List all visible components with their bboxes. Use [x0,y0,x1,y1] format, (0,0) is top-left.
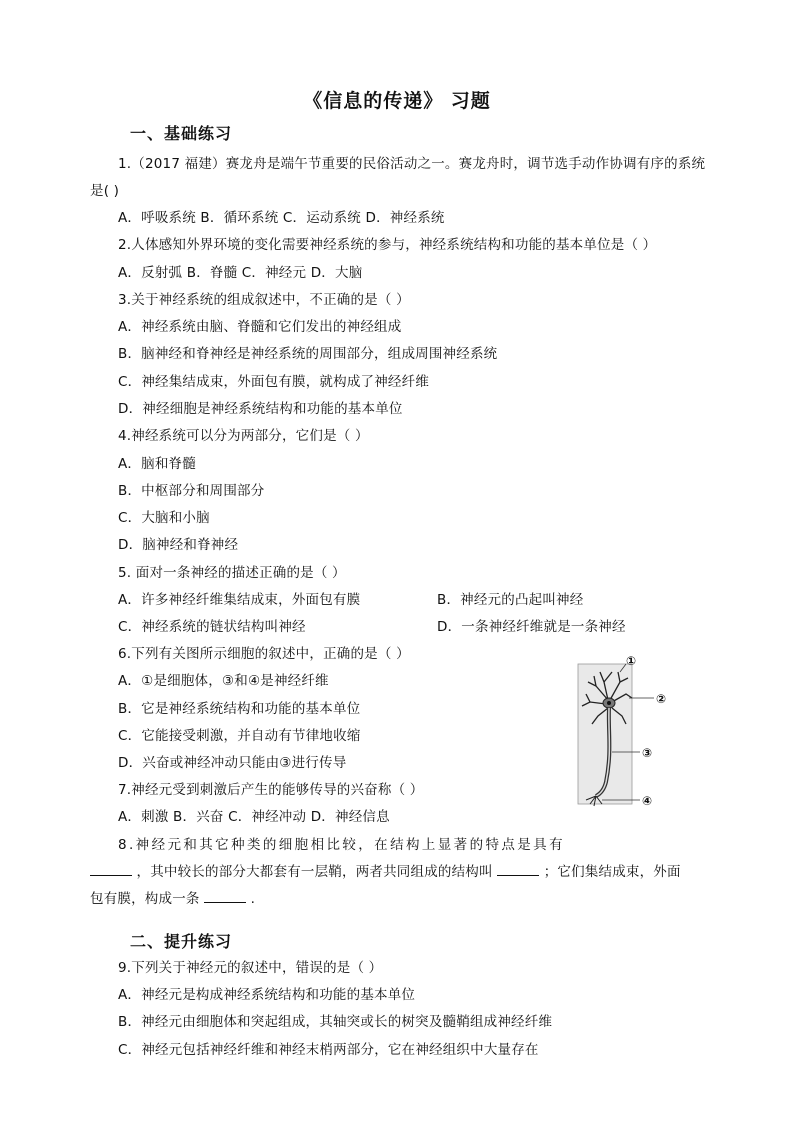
question-9-option-a: A．神经元是构成神经系统结构和功能的基本单位 [118,987,416,1003]
question-6-option-b: B．它是神经系统结构和功能的基本单位 [118,701,361,717]
section-heading-advanced: 二、提升练习 [130,932,233,951]
question-3-option-b: B．脑神经和脊神经是神经系统的周围部分，组成周围神经系统 [118,346,498,362]
section-heading-basic: 一、基础练习 [130,124,233,143]
question-6-stem: 6.下列有关图所示细胞的叙述中，正确的是（ ） [118,646,410,662]
question-7-stem: 7.神经元受到刺激后产生的能够传导的兴奋称（ ） [118,782,424,798]
fill-blank-1[interactable] [90,863,132,876]
question-3-option-a: A．神经系统由脑、脊髓和它们发出的神经组成 [118,319,402,335]
question-1-stem: 1.（2017 福建）赛龙舟是端午节重要的民俗活动之一。赛龙舟时，调节选手动作协调有序的系统 [118,156,706,172]
question-8-text-3a: 包有膜，构成一条 [90,891,200,907]
fill-blank-3[interactable] [204,890,246,903]
question-4-option-a: A．脑和脊髓 [118,456,196,472]
question-5-stem: 5. 面对一条神经的描述正确的是（ ） [118,565,346,581]
label-3: ③ [642,746,653,760]
question-6-option-a: A．①是细胞体，③和④是神经纤维 [118,673,329,689]
question-9-stem: 9.下列关于神经元的叙述中，错误的是（ ） [118,960,383,976]
question-3-option-d: D．神经细胞是神经系统结构和功能的基本单位 [118,401,403,417]
question-4-option-c: C．大脑和小脑 [118,510,210,526]
label-2: ② [656,692,667,706]
question-7-options: A．刺激 B．兴奋 C．神经冲动 D．神经信息 [118,809,390,825]
question-2-stem: 2.人体感知外界环境的变化需要神经系统的参与，神经系统结构和功能的基本单位是（ ） [118,237,657,253]
question-2-options: A．反射弧 B．脊髓 C．神经元 D．大脑 [118,265,363,281]
question-9-option-c: C．神经元包括神经纤维和神经末梢两部分，它在神经组织中大量存在 [118,1042,539,1058]
question-6-option-d: D．兴奋或神经冲动只能由③进行传导 [118,755,347,771]
question-5-option-c: C．神经系统的链状结构叫神经 [118,619,306,635]
question-4-option-b: B．中枢部分和周围部分 [118,483,265,499]
question-8-text-2b: ；它们集结成束，外面 [543,864,681,880]
question-8-text-2a: ，其中较长的部分大都套有一层鞘，两者共同组成的结构叫 [136,864,493,880]
nucleus [607,701,611,705]
question-5-option-a: A．许多神经纤维集结成束，外面包有膜 [118,592,361,608]
question-4-option-d: D．脑神经和脊神经 [118,537,239,553]
neuron-diagram [574,652,674,808]
question-5-option-d: D．一条神经纤维就是一条神经 [437,619,626,635]
label-1: ① [626,654,637,668]
question-8-text-3b: . [250,891,256,907]
neuron-illustration [574,652,674,808]
question-1-options: A．呼吸系统 B．循环系统 C．运动系统 D．神经系统 [118,210,445,226]
question-3-stem: 3.关于神经系统的组成叙述中，不正确的是（ ） [118,292,410,308]
label-4: ④ [642,794,653,808]
question-8-line-1: 8.神经元和其它种类的细胞相比较，在结构上显著的特点是具有 [118,837,565,853]
page-title: 《信息的传递》 习题 [303,90,491,112]
fill-blank-2[interactable] [497,863,539,876]
question-4-stem: 4.神经系统可以分为两部分，它们是（ ） [118,428,369,444]
question-1-stem-cont: 是( ) [90,183,120,199]
question-8-line-3 [90,890,255,908]
question-6-option-c: C．它能接受刺激，并自动有节律地收缩 [118,728,361,744]
question-5-option-b: B．神经元的凸起叫神经 [437,592,584,608]
question-3-option-c: C．神经集结成束，外面包有膜，就构成了神经纤维 [118,374,430,390]
question-9-option-b: B．神经元由细胞体和突起组成，其轴突或长的树突及髓鞘组成神经纤维 [118,1014,553,1030]
question-8-line-2 [90,863,681,881]
